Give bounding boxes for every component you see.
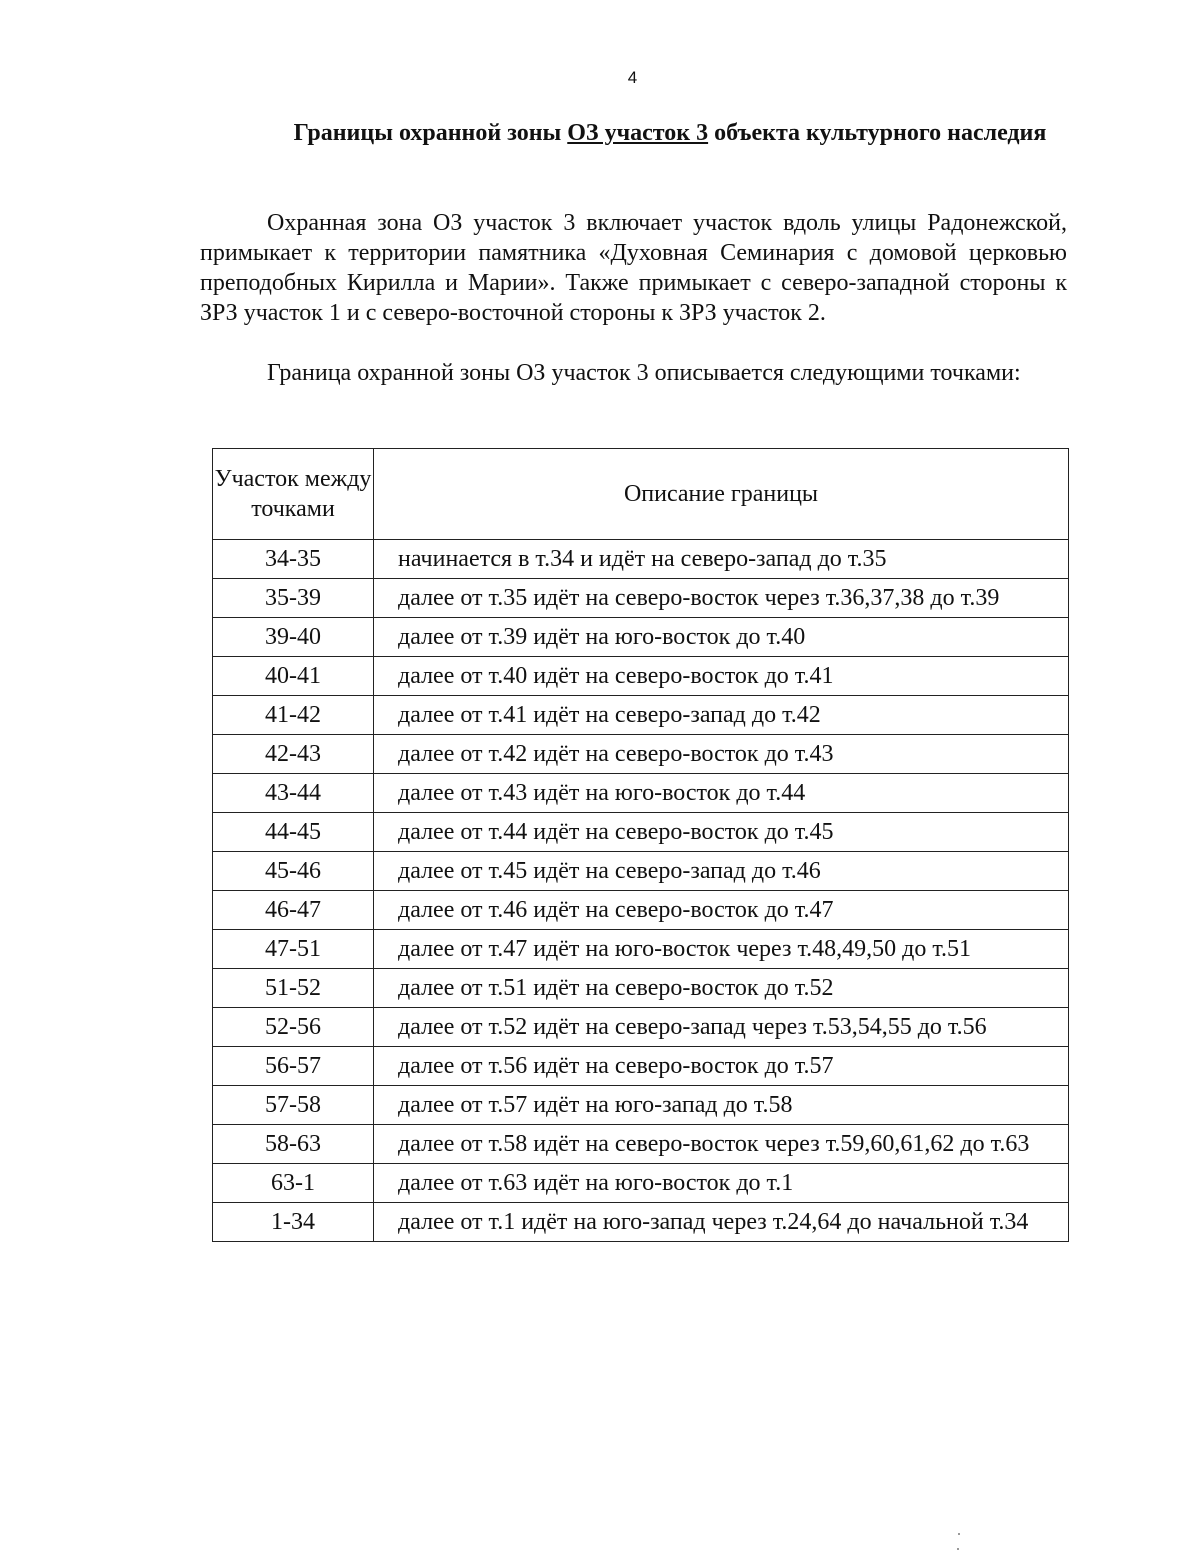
- segment-cell: 41-42: [213, 696, 374, 735]
- boundary-table: [212, 448, 1069, 1242]
- table-row: [213, 696, 1069, 735]
- table-row: [213, 1203, 1069, 1242]
- segment-cell: 42-43: [213, 735, 374, 774]
- description-cell: далее от т.39 идёт на юго-восток до т.40: [374, 618, 1069, 657]
- description-cell: далее от т.45 идёт на северо-запад до т.46: [374, 852, 1069, 891]
- description-cell: далее от т.63 идёт на юго-восток до т.1: [374, 1164, 1069, 1203]
- segment-cell: 35-39: [213, 579, 374, 618]
- scan-artifact: [957, 1548, 959, 1550]
- description-cell: далее от т.35 идёт на северо-восток через т.36,37,38 до т.39: [374, 579, 1069, 618]
- description-cell: далее от т.51 идёт на северо-восток до т.52: [374, 969, 1069, 1008]
- description-cell: начинается в т.34 и идёт на северо-запад до т.35: [374, 540, 1069, 579]
- boundary-intro-paragraph: Граница охранной зоны ОЗ участок 3 описывается следующими точками:: [267, 360, 1021, 386]
- table-row: [213, 930, 1069, 969]
- segment-cell: 56-57: [213, 1047, 374, 1086]
- segment-cell: 34-35: [213, 540, 374, 579]
- segment-cell: 46-47: [213, 891, 374, 930]
- segment-cell: 44-45: [213, 813, 374, 852]
- document-title: [290, 118, 1050, 148]
- description-cell: далее от т.58 идёт на северо-восток через т.59,60,61,62 до т.63: [374, 1125, 1069, 1164]
- segment-cell: 58-63: [213, 1125, 374, 1164]
- scan-artifact: [958, 1533, 960, 1535]
- title-part-2: объекта культурного наследия: [708, 120, 1047, 146]
- table-header-row: [213, 449, 1069, 540]
- description-cell: далее от т.44 идёт на северо-восток до т.45: [374, 813, 1069, 852]
- segment-cell: 52-56: [213, 1008, 374, 1047]
- segment-cell: 51-52: [213, 969, 374, 1008]
- description-cell: далее от т.47 идёт на юго-восток через т.48,49,50 до т.51: [374, 930, 1069, 969]
- segment-cell: 63-1: [213, 1164, 374, 1203]
- title-zone-name: ОЗ участок 3: [567, 120, 709, 146]
- header-description: Описание границы: [374, 449, 1069, 540]
- description-cell: далее от т.52 идёт на северо-запад через т.53,54,55 до т.56: [374, 1008, 1069, 1047]
- description-cell: далее от т.41 идёт на северо-запад до т.42: [374, 696, 1069, 735]
- table-row: [213, 540, 1069, 579]
- table-row: [213, 1086, 1069, 1125]
- table-row: [213, 579, 1069, 618]
- description-cell: далее от т.46 идёт на северо-восток до т.47: [374, 891, 1069, 930]
- description-cell: далее от т.42 идёт на северо-восток до т.43: [374, 735, 1069, 774]
- header-segment: Участок между точками: [213, 449, 374, 540]
- title-part-1: Границы охранной зоны: [293, 120, 568, 146]
- segment-cell: 45-46: [213, 852, 374, 891]
- table-row: [213, 1164, 1069, 1203]
- table-row: [213, 774, 1069, 813]
- description-cell: далее от т.1 идёт на юго-запад через т.24,64 до начальной т.34: [374, 1203, 1069, 1242]
- table-row: [213, 1125, 1069, 1164]
- description-cell: далее от т.57 идёт на юго-запад до т.58: [374, 1086, 1069, 1125]
- table-row: [213, 969, 1069, 1008]
- table-row: [213, 735, 1069, 774]
- segment-cell: 43-44: [213, 774, 374, 813]
- segment-cell: 57-58: [213, 1086, 374, 1125]
- table-row: [213, 852, 1069, 891]
- segment-cell: 47-51: [213, 930, 374, 969]
- table-row: [213, 1047, 1069, 1086]
- table-row: [213, 618, 1069, 657]
- zone-description-paragraph: Охранная зона ОЗ участок 3 включает участок вдоль улицы Радонежской, примыкает к территории памятника «Духовная Семинария с домовой церковью преподобных Кирилла и Марии». Также примыкает с северо-западной стороны к ЗРЗ участок 1 и с северо-восточной стороны к ЗРЗ участок 2.: [200, 210, 1067, 326]
- segment-cell: 40-41: [213, 657, 374, 696]
- table-row: [213, 813, 1069, 852]
- description-cell: далее от т.56 идёт на северо-восток до т.57: [374, 1047, 1069, 1086]
- table-row: [213, 891, 1069, 930]
- table-row: [213, 1008, 1069, 1047]
- page-number: 4: [627, 68, 638, 87]
- table-row: [213, 657, 1069, 696]
- segment-cell: 1-34: [213, 1203, 374, 1242]
- segment-cell: 39-40: [213, 618, 374, 657]
- description-cell: далее от т.40 идёт на северо-восток до т.41: [374, 657, 1069, 696]
- description-cell: далее от т.43 идёт на юго-восток до т.44: [374, 774, 1069, 813]
